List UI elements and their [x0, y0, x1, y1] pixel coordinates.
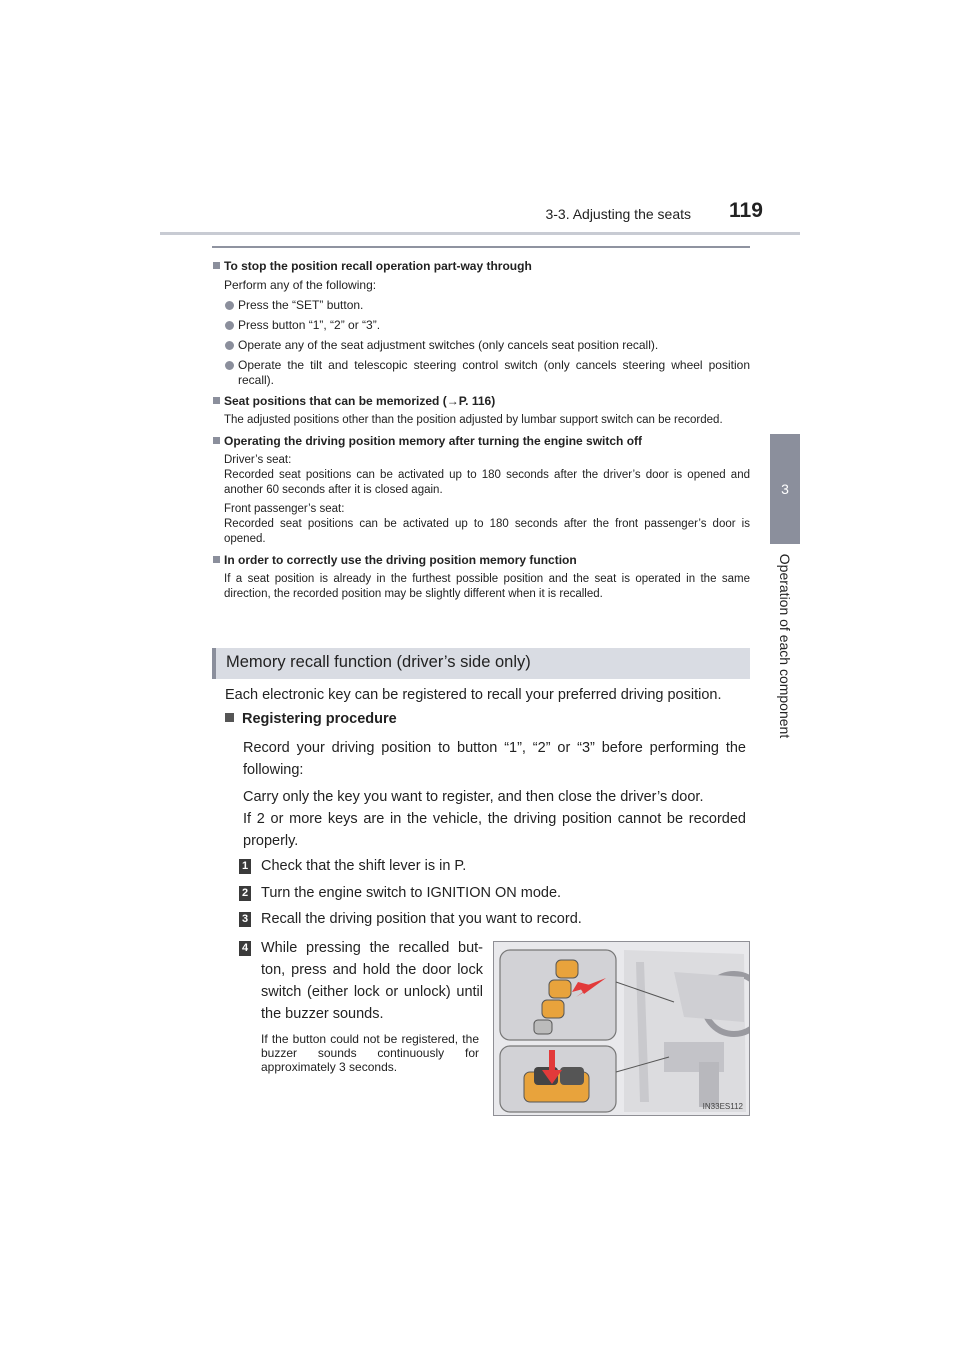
paragraph-multiple-keys: If 2 or more keys are in the vehicle, the driving position cannot be recorded properly. [243, 811, 746, 849]
sub-heading: Registering procedure [225, 711, 397, 727]
chapter-title: Operation of each component [777, 553, 793, 739]
square-bullet-icon [225, 713, 234, 722]
step-number: 1 [239, 859, 251, 874]
paragraph-record: Record your driving position to button “1”, “2” or “3” before performing the following: [243, 740, 746, 778]
passenger-seat-label: Front passenger’s seat: [224, 503, 345, 515]
step-note: If the button could not be registered, the buzzer sounds continuously for approximately 3 seconds. [261, 1032, 479, 1074]
illustration-door-switches [493, 941, 750, 1116]
section-title: Memory recall function (driver’s side only) [226, 653, 531, 671]
passenger-seat-text: Recorded seat positions can be activated up to 180 seconds after the front passenger’s door is opened. [224, 518, 750, 545]
square-bullet-icon [213, 556, 220, 563]
section-intro: Each electronic key can be registered to recall your preferred driving position. [225, 687, 722, 703]
note-heading-memorized: Seat positions that can be memorized (→P. 116) [213, 394, 750, 409]
step-number: 2 [239, 886, 251, 901]
round-bullet-icon [225, 301, 234, 310]
step-number: 3 [239, 912, 251, 927]
list-item: Operate the tilt and telescopic steering control switch (only cancels steering wheel position recall). [213, 358, 750, 388]
square-bullet-icon [213, 437, 220, 444]
square-bullet-icon [213, 397, 220, 404]
door-switch-illustration [494, 942, 750, 1116]
paragraph-carry-key: Carry only the key you want to register, and then close the driver’s door. [243, 789, 704, 805]
note-text-memorized: The adjusted positions other than the position adjusted by lumbar support switch can be recorded. [224, 414, 723, 426]
content-rule [212, 246, 750, 248]
round-bullet-icon [225, 321, 234, 330]
round-bullet-icon [225, 341, 234, 350]
note-heading-stop-recall: To stop the position recall operation part-way through [213, 259, 750, 274]
section-banner [212, 648, 750, 679]
header-section-title: 3-3. Adjusting the seats [545, 206, 691, 222]
round-bullet-icon [225, 361, 234, 370]
driver-seat-text: Recorded seat positions can be activated up to 180 seconds after the driver’s door is opened and another 60 seconds after it is closed again. [224, 469, 750, 496]
step-text: While pressing the recalled but- ton, press and hold the door lock switch (either lock or unlock) until the buzzer sounds. [261, 940, 483, 1022]
step-number: 4 [239, 941, 251, 956]
note-heading-correct-use: In order to correctly use the driving position memory function [213, 553, 750, 568]
step-text: Turn the engine switch to IGNITION ON mode. [261, 885, 562, 901]
page-number: 119 [729, 199, 763, 222]
header-rule [160, 232, 800, 235]
list-item: Press the “SET” button. [213, 298, 750, 313]
square-bullet-icon [213, 262, 220, 269]
step-text: Check that the shift lever is in P. [261, 858, 467, 874]
note-heading-after-off: Operating the driving position memory after turning the engine switch off [213, 434, 750, 449]
note-intro: Perform any of the following: [224, 278, 377, 292]
chapter-number: 3 [781, 481, 789, 497]
driver-seat-label: Driver’s seat: [224, 454, 292, 466]
notes-block [213, 259, 750, 602]
figure-code: IN33ES112 [702, 1102, 743, 1111]
chapter-tab [770, 434, 800, 544]
note-text-correct-use: If a seat position is already in the furthest possible position and the seat is operated in the same direction, the recorded position may be slightly different when it is recalled. [224, 573, 750, 600]
list-item: Press button “1”, “2” or “3”. [213, 318, 750, 333]
step-text: Recall the driving position that you want to record. [261, 911, 582, 927]
list-item: Operate any of the seat adjustment switches (only cancels seat position recall). [213, 338, 750, 353]
